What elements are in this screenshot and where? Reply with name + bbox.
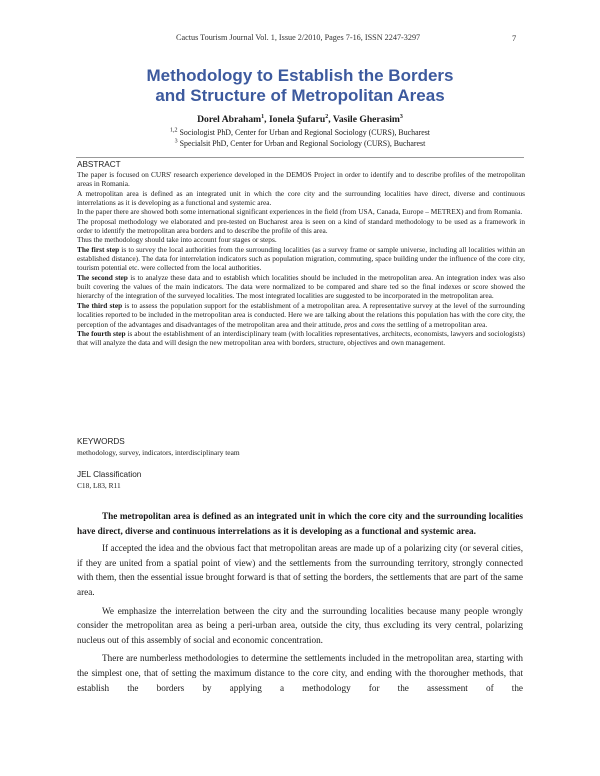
body-lead-paragraph: The metropolitan area is defined as an integrated unit in which the core city and the surrounding localities have direct, diverse and continuous interrelations as it is developing as a functional and systemic area. (77, 511, 523, 536)
page-number: 7 (512, 33, 517, 43)
affiliation-2 (100, 139, 500, 148)
body-paragraph: If accepted the idea and the obvious fact that metropolitan areas are made up of a polarizing city (or several cities, if they are united from a spatial point of view) and the settlements from the surrounding territory, strongly connected with them, then the essential issue brought forward is that of setting the borders, the settlements that are part of the same area. (77, 543, 523, 597)
step-text: is to survey the local authorities from the surrounding localities (as a survey frame or sample universe, including all localities within an established distance). The data for interrelation indicators such as population migration, commuting, space building under the influence of the core city, tourism potential etc. were collected from the local authorities. (77, 244, 525, 273)
author-2: Ionela Şufaru (268, 114, 326, 125)
abstract-step-1 (77, 245, 525, 273)
abstract-step-3 (77, 301, 525, 329)
step-label: The third step (77, 300, 123, 310)
abstract-paragraph: Thus the methodology should take into account four stages or steps. (77, 235, 277, 245)
body-paragraph: There are numberless methodologies to determine the settlements included in the metropolitan area, starting with the simplest one, that of setting the maximum distance to the core city, and ending with the thorougher methods, that establish the borders by applying a methodology for the assessment of the (77, 653, 523, 693)
abstract-paragraph: In the paper there are showed both some international significant experiences in the field (from USA, Canada, Europe – METREX) and from Romania. (77, 207, 523, 217)
abstract-step-4 (77, 329, 525, 348)
step-label: The fourth step (77, 328, 126, 338)
abstract-paragraph: The proposal methodology we elaborated and pre-tested on Bucharest area is seen on a kind of standard methodology to be used as a framework in order to identify the metropolitan area borders and to describe the profile of this area. (77, 216, 525, 236)
main-body (77, 509, 523, 699)
author-3-affil-mark: 3 (399, 113, 403, 120)
author-1-affil-mark: 1 (261, 113, 265, 120)
title-line-1: Methodology to Establish the Borders (146, 66, 454, 85)
step-italic-cons: cons (371, 319, 385, 329)
affiliation-2-text: Specialsit PhD, Center for Urban and Regional Sociology (CURS), Bucharest (179, 139, 426, 148)
abstract-divider (76, 157, 524, 158)
step-italic-pros: pros (344, 319, 357, 329)
affiliation-1-mark: 1,2 (170, 127, 178, 134)
author-list (100, 114, 500, 125)
running-head: Cactus Tourism Journal Vol. 1, Issue 2/2010, Pages 7-16, ISSN 2247-3297 (176, 33, 421, 42)
keywords-text: methodology, survey, indicators, interdisciplinary team (77, 448, 240, 457)
step-text: and (356, 319, 372, 329)
body-paragraph: We emphasize the interrelation between the city and the surrounding localities because many people wrongly consider the metropolitan area as being a peri-urban area, outside the city, thus excluding its very central, polarizing nucleus out of this assembly of social and economic concentration. (77, 605, 523, 645)
abstract-paragraph: The paper is focused on CURS' research experience developed in the DEMOS Project in order to identify and to describe profiles of the metropolitan areas in Romania. (77, 170, 525, 189)
step-text: the settling of a metropolitan area. (384, 319, 488, 329)
affiliation-2-mark: 3 (174, 138, 178, 145)
author-2-affil-mark: 2 (325, 113, 329, 120)
abstract-body (77, 170, 525, 348)
affiliation-1-text: Sociologist PhD, Center for Urban and Regional Sociology (CURS), Bucharest (179, 128, 430, 137)
abstract-heading: ABSTRACT (77, 160, 121, 169)
paper-title (100, 66, 500, 106)
abstract-step-2 (77, 273, 525, 301)
author-separator: , (264, 114, 269, 125)
author-1: Dorel Abraham (197, 114, 262, 125)
title-line-2: and Structure of Metropolitan Areas (155, 86, 445, 105)
step-label: The first step (77, 244, 120, 254)
author-separator: , (328, 114, 333, 125)
step-text: is to assess the population support for the establishment of a metropolitan area. A representative survey at the level of the surrounding localities reported to be included in the metropolitan area is conducted. Here we are talking about the relations this population has with the core city, the perception of the advantages and disadvantages of the metropolitan area and their attitude, (77, 300, 525, 329)
abstract-paragraph: A metropolitan area is defined as an integrated unit in which the core city and the surrounding localities have direct, diverse and continuous interrelations as it is developing as a functional and systemic area. (77, 188, 525, 208)
jel-heading: JEL Classification (77, 470, 142, 479)
keywords-heading: KEYWORDS (77, 437, 125, 446)
jel-codes: C18, L83, R11 (77, 481, 121, 490)
step-text: is to analyze these data and to establish which localities should be included in the metropolitan area. An integration index was also built covering the values of the main indicators. The data were normalized to be compared and share ted so the final indexes or score showed the hierarchy of the integration of the surveyed localities. The most integrated localities are suggested to be incorporated in the metropolitan area. (77, 272, 525, 301)
affiliation-1 (100, 128, 500, 137)
author-3: Vasile Gherasim (332, 114, 400, 125)
step-text: is about the establishment of an interdisciplinary team (with localities representatives, architects, economists, lawyers and sociologists) that will analyze the data and will design the new metropolitan area with borders, structure, objectives and own management. (77, 328, 525, 348)
step-label: The second step (77, 272, 128, 282)
